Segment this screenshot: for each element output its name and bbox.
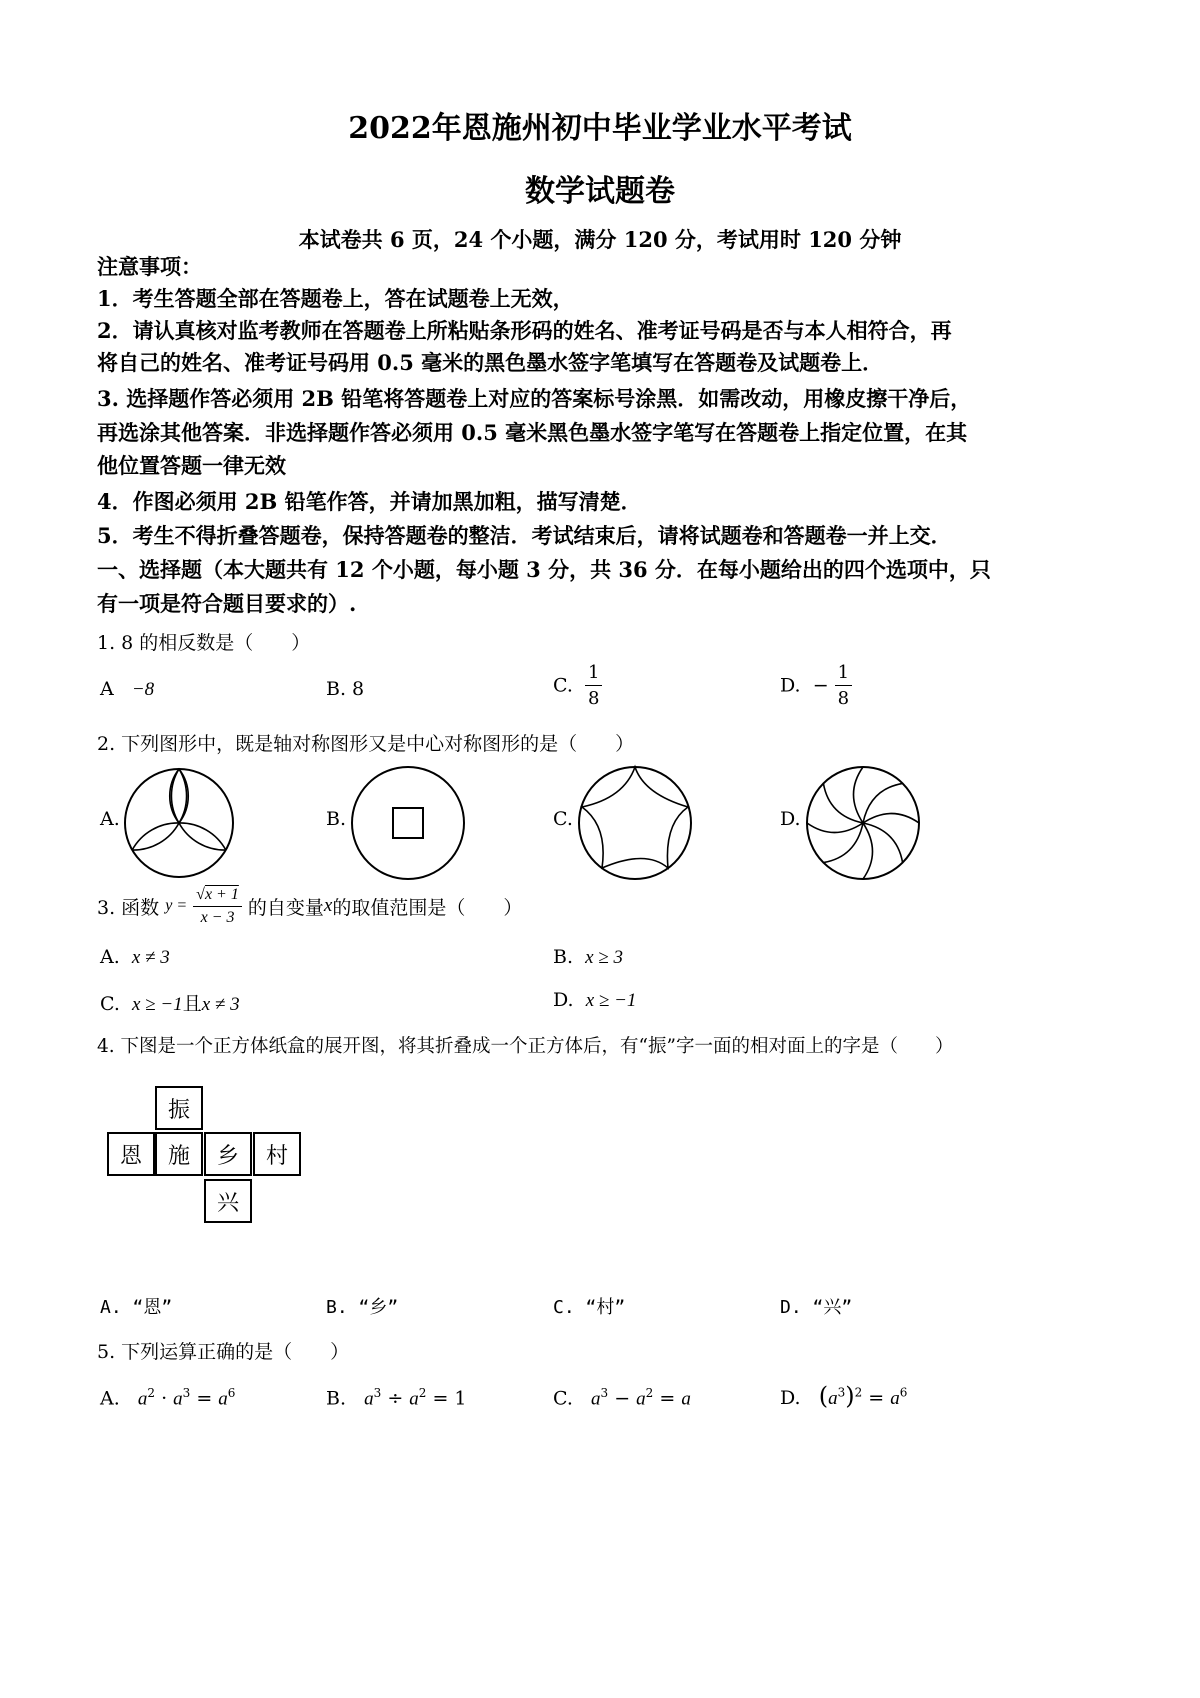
- rhs: 1: [454, 1387, 467, 1410]
- net-cell-top: 振: [155, 1086, 203, 1130]
- stem-text: 3. 函数: [97, 896, 160, 919]
- base: a: [137, 1388, 148, 1410]
- option-value: x ≠ 3: [201, 994, 240, 1015]
- base: a: [828, 1388, 838, 1409]
- option-value: x ≥ −1: [132, 994, 183, 1015]
- q3-option-b: [553, 946, 623, 969]
- q3-option-c: [100, 989, 240, 1016]
- q2-label-d: D.: [780, 808, 801, 830]
- fraction: [193, 886, 242, 927]
- q5-option-c: C. $a^3 - a^2 = a$: [553, 1386, 691, 1410]
- stem-text: 的自变量: [247, 896, 324, 919]
- exponent: 3: [600, 1386, 609, 1400]
- section-heading: 有一项是符合题目要求的）.: [97, 591, 357, 616]
- option-label: A.: [100, 946, 120, 968]
- base: a: [890, 1388, 900, 1409]
- question-4-stem: 4. 下图是一个正方体纸盒的展开图，将其折叠成一个正方体后，有“振”字一面的相对面上的字是（ ）: [97, 1036, 954, 1057]
- notice-line: 2．请认真核对监考教师在答题卷上所粘贴条形码的姓名、准考证号码是否与本人相符合，再: [97, 318, 952, 343]
- page-subtitle: 数学试题卷: [525, 174, 675, 209]
- option-label: C.: [100, 993, 120, 1015]
- fraction: [585, 662, 602, 709]
- q5-option-b: B. $a^3 \div a^2 = 1$: [326, 1386, 467, 1410]
- option-value: x ≥ 3: [585, 947, 623, 968]
- base: a: [591, 1388, 601, 1410]
- minus-sign: −: [812, 674, 829, 697]
- numerator: √x + 1: [193, 886, 242, 907]
- denominator: 8: [837, 688, 850, 709]
- numerator: 1: [835, 662, 852, 686]
- figure-b-coin: [349, 764, 467, 882]
- figure-c-pentagon-arcs: [576, 764, 694, 882]
- base: a: [409, 1388, 419, 1410]
- conjunction: 且: [182, 993, 202, 1015]
- option-label: D.: [780, 1387, 801, 1409]
- rhs: a: [681, 1388, 691, 1410]
- question-5-stem: 5. 下列运算正确的是（ ）: [97, 1341, 350, 1363]
- question-1-stem: 1. 8 的相反数是（ ）: [97, 632, 311, 654]
- exponent: 3: [182, 1386, 191, 1400]
- net-cell-2: 施: [155, 1132, 203, 1176]
- numerator: 1: [585, 662, 602, 686]
- notice-line: 1．考生答题全部在答题卷上，答在试题卷上无效，: [97, 286, 574, 311]
- option-value: −8: [131, 679, 155, 700]
- q2-label-a: A.: [100, 808, 120, 830]
- option-label: C.: [553, 674, 573, 697]
- radicand: x + 1: [204, 885, 239, 903]
- section-heading: 一、选择题（本大题共有 12 个小题，每小题 3 分，共 36 分．在每小题给出的四个选项中，只: [97, 557, 991, 582]
- fraction: [835, 662, 852, 709]
- exam-info: 本试卷共 6 页，24 个小题，满分 120 分，考试用时 120 分钟: [298, 227, 902, 252]
- q5-option-d: D. $(a^3)^2 = a^6$: [780, 1382, 908, 1410]
- q4-option-c: C. “村”: [553, 1297, 626, 1318]
- cube-net: [107, 1086, 307, 1226]
- exponent: 2: [418, 1386, 427, 1400]
- q1-option-b: B. 8: [326, 678, 365, 700]
- notice-line: 再选涂其他答案．非选择题作答必须用 0.5 毫米黑色墨水签字笔写在答题卷上指定位置，在其: [97, 420, 968, 445]
- figure-a-three-petal: [122, 766, 236, 880]
- net-cell-4: 村: [253, 1132, 301, 1176]
- q4-option-d: D. “兴”: [780, 1297, 853, 1318]
- question-3-stem: [97, 878, 522, 934]
- option-label: B.: [326, 1387, 347, 1410]
- question-2-stem: 2. 下列图形中，既是轴对称图形又是中心对称图形的是（ ）: [97, 733, 635, 755]
- option-value: x ≥ −1: [585, 990, 637, 1011]
- math-y: y =: [165, 897, 188, 914]
- option-label: C.: [553, 1387, 573, 1410]
- option-label: A.: [100, 1387, 120, 1410]
- exponent: 6: [899, 1385, 908, 1400]
- q3-option-d: [553, 989, 636, 1012]
- notice-line: 4．作图必须用 2B 铅笔作答，并请加黑加粗，描写清楚．: [97, 489, 642, 514]
- base: a: [364, 1388, 374, 1410]
- option-value: x ≠ 3: [131, 947, 170, 968]
- option-label: B.: [553, 946, 574, 968]
- option-label: A: [100, 678, 114, 700]
- exponent: 6: [227, 1386, 236, 1400]
- base: a: [636, 1388, 646, 1410]
- q4-option-a: A. “恩”: [100, 1297, 173, 1318]
- q4-option-b: B. “乡”: [326, 1297, 399, 1318]
- notice-heading: 注意事项：: [97, 254, 202, 279]
- stem-text: 的取值范围是（ ）: [332, 896, 523, 919]
- notice-line: 他位置答题一律无效: [97, 453, 286, 478]
- denominator: x − 3: [200, 908, 235, 926]
- option-label: D.: [553, 989, 574, 1011]
- q3-option-a: [100, 946, 170, 969]
- exponent: 2: [147, 1386, 156, 1400]
- notice-line: 3. 选择题作答必须用 2B 铅笔将答题卷上对应的答案标号涂黑．如需改动，用橡皮擦干净后，: [97, 386, 972, 411]
- math-x: x: [323, 895, 333, 916]
- exponent: 3: [373, 1386, 382, 1400]
- q2-label-b: B.: [326, 808, 347, 830]
- notice-line: 将自己的姓名、准考证号码用 0.5 毫米的黑色墨水签字笔填写在答题卷及试题卷上．: [97, 350, 884, 375]
- q5-option-a: A. $a^2 \cdot a^3 = a^6$: [100, 1386, 236, 1410]
- option-label: D.: [780, 674, 801, 697]
- net-cell-3: 乡: [204, 1132, 252, 1176]
- exponent: 2: [645, 1386, 654, 1400]
- exponent: 3: [837, 1385, 846, 1400]
- net-cell-1: 恩: [107, 1132, 155, 1176]
- notice-line: 5．考生不得折叠答题卷，保持答题卷的整洁．考试结束后，请将试题卷和答题卷一并上交．: [97, 523, 952, 548]
- q1-option-d: [780, 662, 852, 709]
- figure-d-pinwheel: [804, 764, 922, 882]
- q1-option-a: [100, 678, 154, 701]
- base: a: [173, 1388, 183, 1410]
- exponent: 2: [854, 1385, 863, 1400]
- page-title: 2022年恩施州初中毕业学业水平考试: [348, 111, 852, 146]
- q1-option-c: [553, 662, 602, 709]
- q2-label-c: C.: [553, 808, 573, 830]
- denominator: 8: [588, 688, 600, 709]
- net-cell-bottom: 兴: [204, 1179, 252, 1223]
- base: a: [218, 1388, 228, 1410]
